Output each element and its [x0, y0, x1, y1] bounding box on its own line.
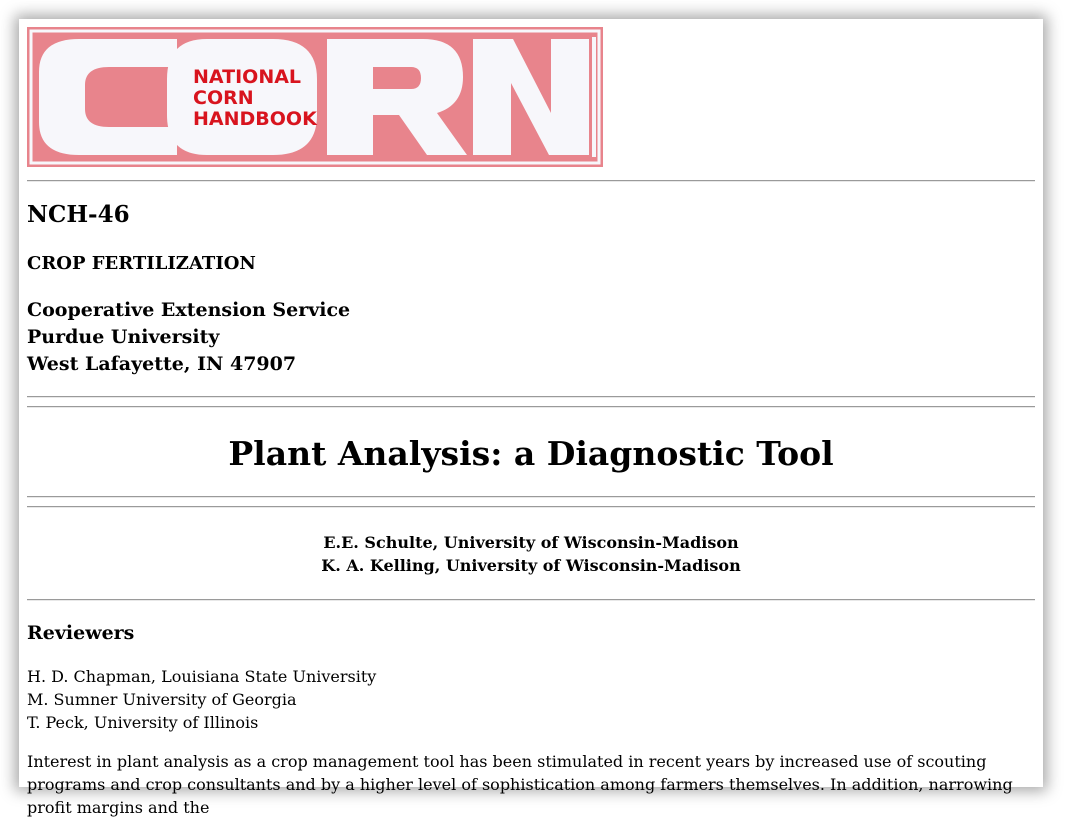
divider-5 [27, 506, 1035, 508]
page-title: Plant Analysis: a Diagnostic Tool [228, 434, 834, 473]
author-line: E.E. Schulte, University of Wisconsin-Madison [323, 533, 739, 552]
publisher-block [27, 297, 1035, 378]
reviewer-item: M. Sumner University of Georgia [27, 690, 297, 709]
divider-3 [27, 406, 1035, 408]
reviewer-item: H. D. Chapman, Louisiana State University [27, 667, 377, 686]
publisher-line: Purdue University [27, 326, 220, 348]
publisher-line: West Lafayette, IN 47907 [27, 353, 297, 375]
author-line: K. A. Kelling, University of Wisconsin-Madison [321, 556, 741, 575]
authors-block [27, 531, 1035, 577]
reviewer-item: T. Peck, University of Illinois [27, 713, 259, 732]
intro-paragraph: Interest in plant analysis as a crop management tool has been stimulated in recent years by increased use of scouting programs and crop consultants and by a higher level of sophistication among farmers themselves. In addition, narrowing profit margins and the [27, 752, 1013, 817]
publisher-line: Cooperative Extension Service [27, 299, 351, 321]
divider-2 [27, 396, 1035, 398]
divider-4 [27, 496, 1035, 498]
logo-subtitle-line3: HANDBOOK [193, 108, 317, 130]
logo-subtitle-line2: CORN [193, 87, 254, 109]
logo-edge-bar [592, 37, 596, 157]
logo-subtitle-line1: NATIONAL [193, 66, 302, 88]
corn-handbook-logo [27, 27, 603, 167]
reviewers-list [27, 665, 1035, 734]
document-id: NCH-46 [27, 201, 130, 228]
document-content [27, 27, 1035, 819]
reviewers-heading: Reviewers [27, 622, 135, 644]
section-name: CROP FERTILIZATION [27, 253, 256, 274]
divider-1 [27, 180, 1035, 182]
document-page [19, 19, 1043, 817]
divider-6 [27, 599, 1035, 601]
